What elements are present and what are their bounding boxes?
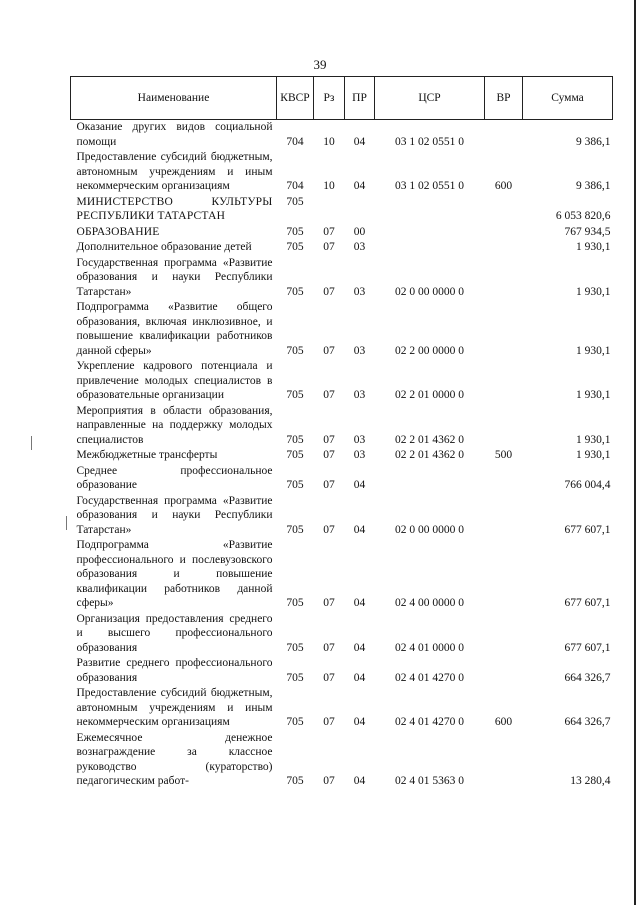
table-row (71, 240, 613, 256)
row-csr: 02 2 00 0000 0 (395, 344, 464, 357)
row-vr (485, 464, 523, 494)
header-csr: ЦСР (375, 77, 485, 120)
row-pr: 03 (353, 449, 366, 461)
row-sum: 13 280,4 (570, 775, 611, 787)
row-vr (485, 731, 523, 790)
header-vr: ВР (485, 77, 523, 120)
row-kvsr: 705 (286, 716, 304, 728)
row-csr (375, 195, 485, 225)
row-vr (485, 300, 523, 359)
row-sum: 9 386,1 (576, 135, 611, 148)
row-pr: 04 (353, 180, 366, 192)
row-vr (485, 225, 523, 241)
row-pr: 04 (353, 641, 366, 654)
table-row (71, 538, 613, 612)
row-sum: 664 326,7 (564, 671, 611, 684)
table-header-row (71, 77, 613, 120)
table-row (71, 359, 613, 404)
row-kvsr: 704 (286, 135, 304, 148)
row-vr: 500 (494, 449, 513, 461)
row-sum: 9 386,1 (576, 180, 611, 192)
scan-mark (31, 436, 32, 450)
row-vr (485, 240, 523, 256)
row-kvsr: 705 (286, 671, 304, 684)
row-sum: 677 607,1 (564, 641, 611, 654)
row-rz: 07 (323, 641, 335, 654)
table-row (71, 225, 613, 241)
row-name: Организация предоставления среднего и высшего профессионального образования (76, 612, 273, 654)
row-rz: 10 (323, 135, 335, 148)
row-pr: 04 (353, 716, 366, 728)
table-row (71, 256, 613, 301)
row-sum: 767 934,5 (564, 225, 611, 238)
row-sum: 1 930,1 (576, 449, 611, 461)
row-csr: 02 4 01 4270 0 (395, 671, 464, 684)
row-pr: 00 (353, 225, 366, 238)
row-name: Развитие среднего профессионального образования (76, 657, 273, 684)
row-rz: 07 (323, 775, 335, 787)
row-kvsr: 705 (286, 285, 304, 298)
row-csr: 02 2 01 4362 0 (395, 449, 464, 461)
row-vr: 600 (494, 716, 513, 728)
row-pr: 03 (353, 433, 366, 446)
row-name: Дополнительное образование детей (76, 241, 252, 253)
row-vr (485, 612, 523, 657)
row-vr (485, 404, 523, 449)
row-name: Государственная программа «Развитие образования и науки Республики Татарстан» (76, 256, 273, 298)
page-edge-shadow (634, 0, 636, 905)
header-pr: ПР (345, 77, 375, 120)
row-rz (314, 195, 345, 225)
row-csr: 03 1 02 0551 0 (395, 135, 464, 148)
budget-table (70, 76, 613, 790)
row-sum: 1 930,1 (576, 389, 611, 401)
row-rz: 07 (323, 241, 335, 253)
row-kvsr: 705 (286, 344, 304, 357)
row-pr: 04 (353, 135, 366, 148)
row-kvsr: 705 (286, 523, 304, 536)
header-rz: Рз (314, 77, 345, 120)
row-rz: 07 (323, 716, 335, 728)
table-row (71, 120, 613, 151)
row-pr: 04 (353, 597, 366, 609)
header-name: Наименование (71, 77, 277, 120)
row-rz: 07 (323, 449, 335, 461)
row-vr (485, 256, 523, 301)
row-kvsr: 705 (286, 775, 304, 787)
row-kvsr: 705 (286, 641, 304, 654)
table-row (71, 612, 613, 657)
row-vr (485, 656, 523, 686)
table-row (71, 448, 613, 464)
row-csr: 02 2 01 0000 0 (395, 389, 464, 401)
row-kvsr: 705 (286, 597, 304, 609)
row-vr (485, 538, 523, 612)
row-pr: 03 (353, 285, 366, 298)
row-kvsr: 705 (286, 433, 304, 446)
row-rz: 07 (323, 523, 335, 536)
row-name: ОБРАЗОВАНИЕ (76, 225, 160, 238)
row-name: Подпрограмма «Развитие профессионального и послевузовского образования и повышение квалификации работников данной сферы» (76, 539, 273, 609)
row-name: Укрепление кадрового потенциала и привлечение молодых специалистов в образовательные организации (76, 360, 273, 401)
table-row (71, 686, 613, 731)
row-csr (375, 240, 485, 256)
row-vr (485, 359, 523, 404)
row-pr: 04 (353, 479, 366, 491)
row-pr: 03 (353, 241, 366, 253)
table-row (71, 656, 613, 686)
header-sum: Сумма (523, 77, 613, 120)
row-rz: 07 (323, 344, 335, 357)
row-csr: 02 4 01 0000 0 (395, 641, 464, 654)
row-vr (485, 195, 523, 225)
row-rz: 07 (323, 597, 335, 609)
row-rz: 07 (323, 389, 335, 401)
row-name: МИНИСТЕРСТВО КУЛЬТУРЫ РЕСПУБЛИКИ ТАТАРСТАН (76, 195, 273, 222)
row-kvsr: 705 (286, 479, 304, 491)
row-csr: 03 1 02 0551 0 (395, 180, 464, 192)
row-csr (375, 464, 485, 494)
row-sum: 677 607,1 (564, 523, 611, 536)
row-csr: 02 0 00 0000 0 (395, 523, 464, 536)
row-name: Межбюджетные трансферты (76, 449, 218, 461)
row-name: Ежемесячное денежное вознаграждение за классное руководство (кураторство) педагогическим работ- (76, 731, 273, 787)
row-vr (485, 494, 523, 539)
row-rz: 07 (323, 671, 335, 684)
row-rz: 07 (323, 285, 335, 298)
row-sum: 1 930,1 (576, 241, 611, 253)
row-pr: 03 (353, 344, 366, 357)
row-name: Оказание других видов социальной помощи (76, 121, 273, 148)
row-csr: 02 2 01 4362 0 (395, 433, 464, 446)
row-vr (485, 120, 523, 151)
row-name: Предоставление субсидий бюджетным, автономным учреждениям и иным некоммерческим организациям (76, 687, 273, 728)
row-sum: 1 930,1 (576, 433, 611, 446)
table-row (71, 731, 613, 790)
row-pr: 03 (353, 389, 366, 401)
row-sum: 6 053 820,6 (555, 210, 611, 222)
row-csr: 02 4 00 0000 0 (395, 597, 464, 609)
table-row (71, 494, 613, 539)
row-kvsr: 704 (286, 180, 304, 192)
page-number: 39 (313, 57, 327, 72)
row-name: Подпрограмма «Развитие общего образования, включая инклюзивное, и повышение квалификации работников данной сферы» (76, 301, 273, 357)
table-row (71, 464, 613, 494)
row-sum: 1 930,1 (576, 344, 611, 357)
row-sum: 1 930,1 (576, 285, 611, 298)
scan-mark (66, 516, 67, 530)
row-pr: 04 (353, 523, 366, 536)
row-name: Предоставление субсидий бюджетным, автономным учреждениям и иным некоммерческим организациям (76, 151, 273, 192)
row-kvsr: 705 (286, 389, 304, 401)
table-row (71, 404, 613, 449)
row-sum: 664 326,7 (564, 716, 611, 728)
row-name: Среднее профессиональное образование (76, 464, 273, 491)
row-sum: 766 004,4 (564, 479, 611, 491)
row-rz: 10 (323, 180, 335, 192)
row-rz: 07 (323, 433, 335, 446)
header-kvsr: КВСР (277, 77, 314, 120)
row-rz: 07 (323, 225, 335, 238)
row-name: Государственная программа «Развитие образования и науки Республики Татарстан» (76, 494, 273, 536)
row-kvsr: 705 (286, 241, 304, 253)
row-name: Мероприятия в области образования, направленные на поддержку молодых специалистов (76, 404, 273, 446)
table-row (71, 195, 613, 225)
row-kvsr: 705 (286, 449, 304, 461)
table-row (71, 300, 613, 359)
table-row (71, 150, 613, 195)
row-csr: 02 4 01 4270 0 (395, 716, 464, 728)
row-pr (345, 195, 375, 225)
row-sum: 677 607,1 (564, 597, 611, 609)
row-csr: 02 4 01 5363 0 (395, 775, 464, 787)
row-rz: 07 (323, 479, 335, 491)
row-kvsr: 705 (286, 225, 304, 238)
row-pr: 04 (353, 671, 366, 684)
row-pr: 04 (353, 775, 366, 787)
row-csr: 02 0 00 0000 0 (395, 285, 464, 298)
row-csr (375, 225, 485, 241)
row-kvsr: 705 (286, 195, 304, 208)
row-vr: 600 (494, 180, 513, 192)
